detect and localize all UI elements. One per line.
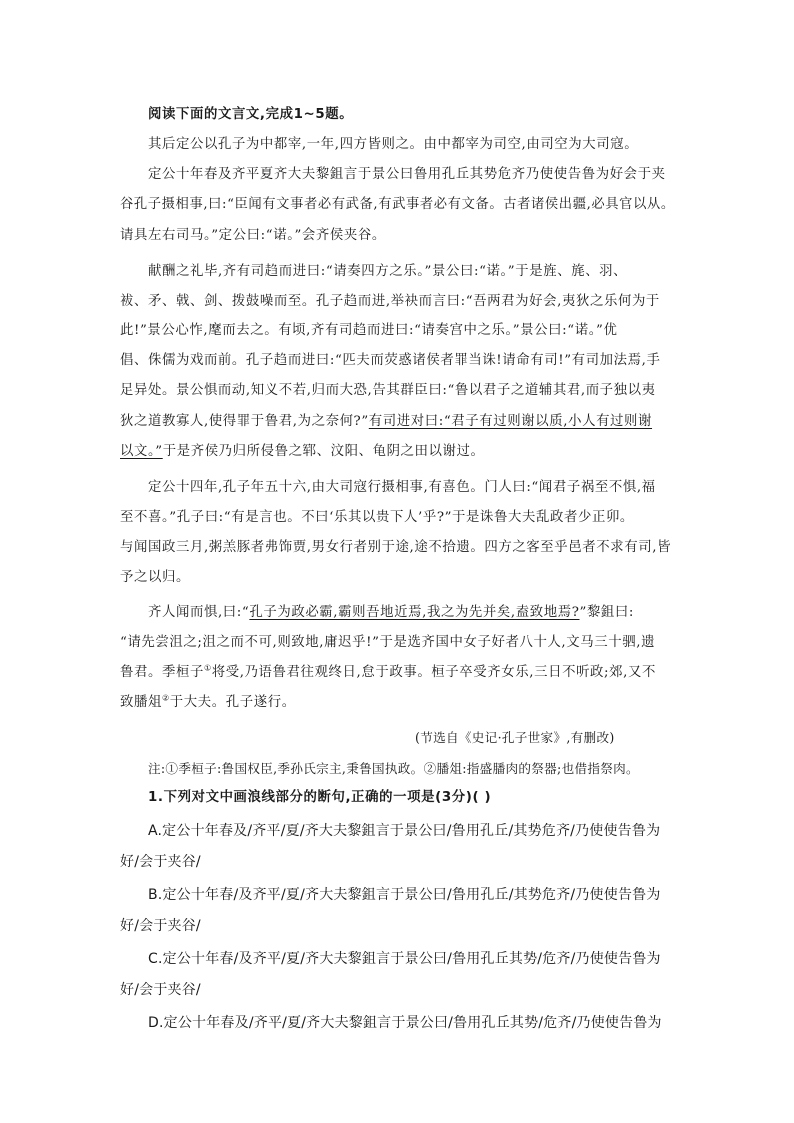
paragraph-5-line-1-end: ”黎鉏曰: [579,605,635,620]
source-citation: (节选自《史记·孔子世家》,有删改) [415,730,615,745]
paragraph-3-line-1: 献酬之礼毕,齐有司趋而进曰:“请奏四方之乐。”景公曰:“诺。”于是旌、旄、羽、 [148,264,628,279]
option-a-line-1: A.定公十年春及/齐平/夏/齐大夫黎鉏言于景公曰/鲁用孔丘/其势危齐/乃使使告鲁为 [148,823,661,839]
underlined-sentence-part-2: 以文。” [120,444,163,459]
paragraph-2-line-1: 定公十年春及齐平夏齐大夫黎鉏言于景公曰鲁用孔丘其势危齐乃使使告鲁为好会于夹 [148,167,666,182]
option-a-line-2: 好/会于夹谷/ [120,854,201,870]
underlined-sentence-part-1: 有司进对曰:“君子有过则谢以质,小人有过则谢 [368,414,653,429]
paragraph-5-line-4-start: 致膰俎 [120,695,162,710]
paragraph-5-line-1 [148,604,634,622]
question-1-stem: 1.下列对文中画浪线部分的断句,正确的一项是(3分)( ) [148,790,492,805]
paragraph-5-line-3 [120,664,656,682]
paragraph-3-line-2: 袚、矛、戟、剑、拨鼓噪而至。孔子趋而进,举袂而言曰:“吾两君为好会,夷狄之乐何为于 [120,294,660,309]
paragraph-2-line-3: 请具左右司马。”定公曰:“诺。”会齐侯夹谷。 [120,228,386,243]
option-c-line-2: 好/会于夹谷/ [120,982,201,998]
paragraph-3-line-5: 足异处。景公惧而动,知义不若,归而大恐,告其群臣曰:“鲁以君子之道辅其君,而子独以夷 [120,383,656,398]
paragraph-3-line-6-text: 狄之道教寡人,使得罪于鲁君,为之奈何?” [120,414,369,429]
option-b-line-2: 好/会于夹谷/ [120,918,201,934]
paragraph-3-line-4: 倡、侏儒为戏而前。孔子趋而进曰:“匹夫而荧惑诸侯者罪当诛!请命有司!”有司加法焉,手 [120,353,661,368]
paragraph-5-line-1-start: 齐人闻而惧,曰:“ [148,605,250,620]
paragraph-5-line-4-end: 于大夫。孔子遂行。 [169,695,296,710]
paragraph-4-line-4: 予之以归。 [120,570,190,585]
footnote-marker-2: ② [161,693,170,703]
option-b-line-1: B.定公十年春/及齐平/夏/齐大夫黎鉏言于景公曰/鲁用孔丘/其势危齐/乃使使告鲁为 [148,887,661,903]
paragraph-3-line-3: 此!”景公心怍,麾而去之。有顷,齐有司趋而进曰:“请奏宫中之乐。”景公曰:“诺。”优 [120,323,618,338]
footnote-marker-1: ① [203,663,212,673]
paragraph-4-line-3: 与闻国政三月,粥羔豚者弗饰贾,男女行者别于途,途不拾遗。四方之客至乎邑者不求有司,皆 [120,540,672,555]
paragraph-5-line-2: “请先尝沮之;沮之而不可,则致地,庸迟乎!”于是选齐国中女子好者八十人,文马三十驷,遗 [120,635,656,650]
underlined-sentence-3: 孔子为政必霸,霸则吾地近焉,我之为先并矣,盍致地焉? [249,605,580,620]
option-d-line-1: D.定公十年春及/齐平/夏/齐大夫黎鉏言于景公曰/鲁用孔丘其势/危齐/乃使使告鲁为 [148,1015,662,1031]
option-c-line-1: C.定公十年春/及齐平/夏/齐大夫黎鉏言于景公曰/鲁用孔丘其势/危齐/乃使使告鲁为 [148,951,661,967]
paragraph-5-line-4 [120,694,296,712]
paragraph-3-line-7-text: 于是齐侯乃归所侵鲁之郓、汶阳、龟阴之田以谢过。 [162,444,485,459]
paragraph-5-line-3-end: 将受,乃语鲁君往观终日,怠于政事。桓子卒受齐女乐,三日不听政;郊,又不 [211,665,656,680]
paragraph-3-line-6 [120,413,652,431]
paragraph-4-line-2: 至不喜。”孔子曰:“有是言也。不曰‘乐其以贵下人’乎?”于是诛鲁大夫乱政者少正卯。 [120,510,634,525]
passage-heading: 阅读下面的文言文,完成1~5题。 [148,107,354,122]
paragraph-5-line-3-start: 鲁君。季桓子 [120,665,204,680]
paragraph-2-line-2: 谷孔子摄相事,曰:“臣闻有文事者必有武备,有武事者必有文备。古者诸侯出疆,必具官以从。 [120,197,675,212]
paragraph-3-line-7 [120,443,485,461]
paragraph-1: 其后定公以孔子为中都宰,一年,四方皆则之。由中都宰为司空,由司空为大司寇。 [148,137,639,152]
footnotes: 注:①季桓子:鲁国权臣,季孙氏宗主,秉鲁国执政。②膰俎:指盛膰肉的祭器;也借指祭肉。 [148,761,639,776]
paragraph-4-line-1: 定公十四年,孔子年五十六,由大司寇行摄相事,有喜色。门人曰:“闻君子祸至不惧,福 [148,480,656,495]
